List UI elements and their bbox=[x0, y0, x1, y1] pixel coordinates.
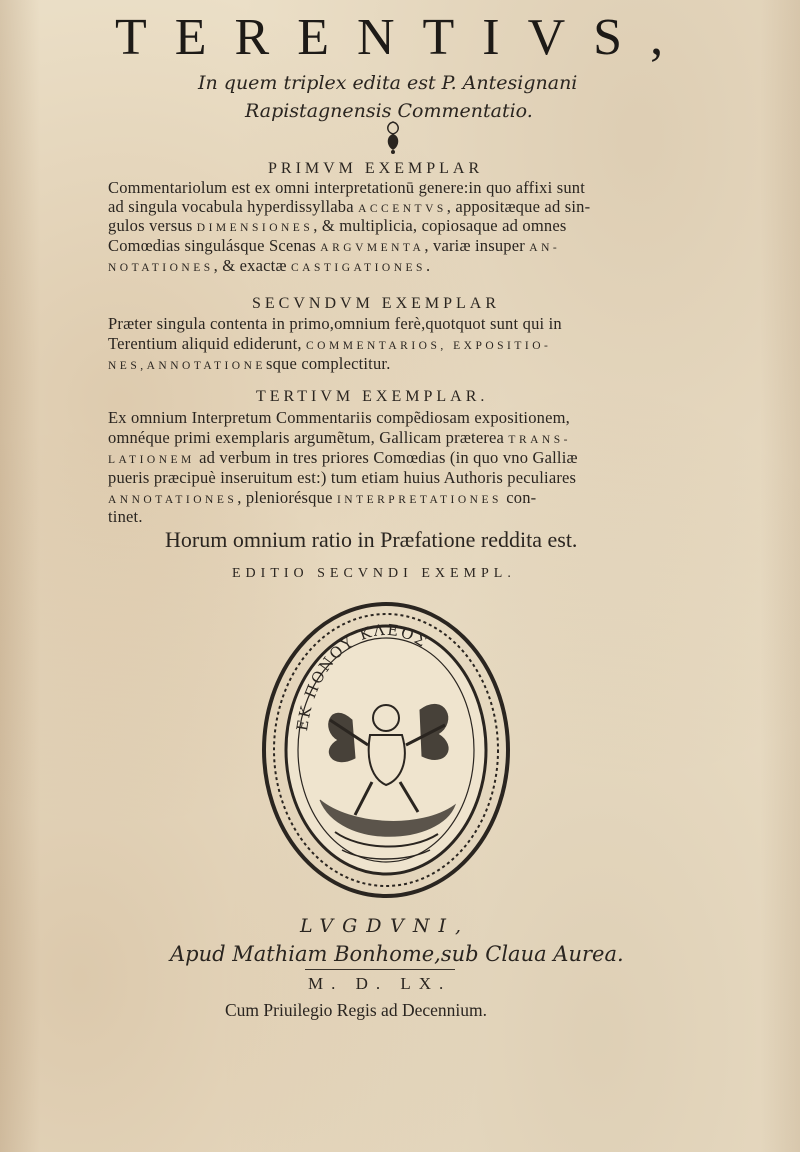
body-line bbox=[108, 256, 430, 276]
text-run: gulos versus bbox=[108, 216, 197, 235]
printers-device-emblem bbox=[260, 600, 512, 900]
text-run: Comœdias singulásque Scenas bbox=[108, 236, 321, 255]
text-run: sque complectitur. bbox=[265, 354, 391, 373]
imprint-privilege: Cum Priuilegio Regis ad Decennium. bbox=[225, 1000, 487, 1020]
small-caps-run: CASTIGATIONES bbox=[291, 262, 426, 274]
body-line bbox=[108, 334, 551, 354]
body-line bbox=[108, 178, 585, 198]
body-line bbox=[108, 488, 536, 508]
small-caps-run: TRANS- bbox=[508, 434, 571, 446]
horum-statement: Horum omnium ratio in Præfatione reddita est. bbox=[165, 527, 578, 552]
small-caps-run: ARGVMENTA bbox=[320, 242, 425, 254]
section-heading-secundum: SECVNDVM EXEMPLAR bbox=[252, 295, 501, 312]
section-heading-tertium: TERTIVM EXEMPLAR. bbox=[256, 388, 489, 405]
small-caps-run: INTERPRETATIONES bbox=[336, 494, 502, 506]
imprint-date: M. D. LX. bbox=[308, 974, 452, 993]
text-run: Ex omnium Interpretum Commentariis compẽdiosam expositionem, bbox=[108, 408, 571, 427]
imprint-rule bbox=[305, 969, 455, 970]
small-caps-run: NOTATIONES bbox=[108, 262, 214, 274]
imprint-printer: Apud Mathiam Bonhome,sub Claua Aurea. bbox=[170, 942, 624, 966]
text-run: , appositæque ad sin- bbox=[446, 197, 591, 216]
body-line bbox=[108, 507, 143, 527]
small-caps-run: ANNOTATIONES bbox=[108, 494, 238, 506]
body-line bbox=[108, 216, 567, 236]
body-line bbox=[108, 197, 590, 217]
text-run: , variæ insuper bbox=[424, 236, 530, 255]
small-caps-run: COMMENTARIOS, EXPOSITIO- bbox=[306, 340, 552, 352]
book-title: TERENTIVS, bbox=[115, 9, 692, 66]
imprint-city: LVGDVNI, bbox=[300, 915, 471, 937]
body-line bbox=[108, 468, 576, 488]
text-run: , & exactæ bbox=[213, 256, 291, 275]
small-caps-run: DIMENSIONES bbox=[196, 222, 314, 234]
text-run: omnéque primi exemplaris argumẽtum, Gallicam præterea bbox=[108, 428, 509, 447]
body-line bbox=[108, 314, 562, 334]
fleuron-icon bbox=[378, 120, 408, 154]
text-run: , pleniorésque bbox=[237, 488, 337, 507]
text-run: Terentium aliquid ediderunt, bbox=[108, 334, 307, 353]
text-run: Præter singula contenta in primo,omnium ferè,quotquot sunt qui in bbox=[108, 314, 562, 333]
text-run: ad verbum in tres priores Comœdias (in quo vno Galliæ bbox=[194, 448, 578, 467]
subtitle-line-2: Rapistagnensis Commentatio. bbox=[245, 100, 533, 122]
text-run: tinet. bbox=[108, 507, 143, 526]
body-line bbox=[108, 236, 560, 256]
text-run: con- bbox=[501, 488, 537, 507]
body-line bbox=[108, 354, 391, 374]
device-motto: ΕΚ ΠΟΝΟΥ ΚΛΕΟΣ bbox=[293, 620, 432, 733]
text-run: ad singula vocabula hyperdissyllaba bbox=[108, 197, 359, 216]
small-caps-run: NES,ANNOTATIONE bbox=[108, 360, 266, 372]
text-run: Commentariolum est ex omni interpretationū genere:in quo affixi sunt bbox=[108, 178, 586, 197]
text-run: . bbox=[425, 256, 431, 275]
edition-line: EDITIO SECVNDI EXEMPL. bbox=[232, 566, 516, 581]
body-line bbox=[108, 448, 578, 468]
text-run: pueris præcipuè inseruitum est:) tum etiam huius Authoris peculiares bbox=[108, 468, 577, 487]
subtitle-line-1: In quem triplex edita est P. Antesignani bbox=[198, 72, 578, 94]
small-caps-run: LATIONEM bbox=[108, 454, 195, 466]
body-line bbox=[108, 408, 570, 428]
body-line bbox=[108, 428, 571, 448]
small-caps-run: AN- bbox=[529, 242, 561, 254]
small-caps-run: ACCENTVS bbox=[358, 203, 447, 215]
section-heading-primum: PRIMVM EXEMPLAR bbox=[268, 160, 484, 177]
text-run: , & multiplicia, copiosaque ad omnes bbox=[313, 216, 567, 235]
